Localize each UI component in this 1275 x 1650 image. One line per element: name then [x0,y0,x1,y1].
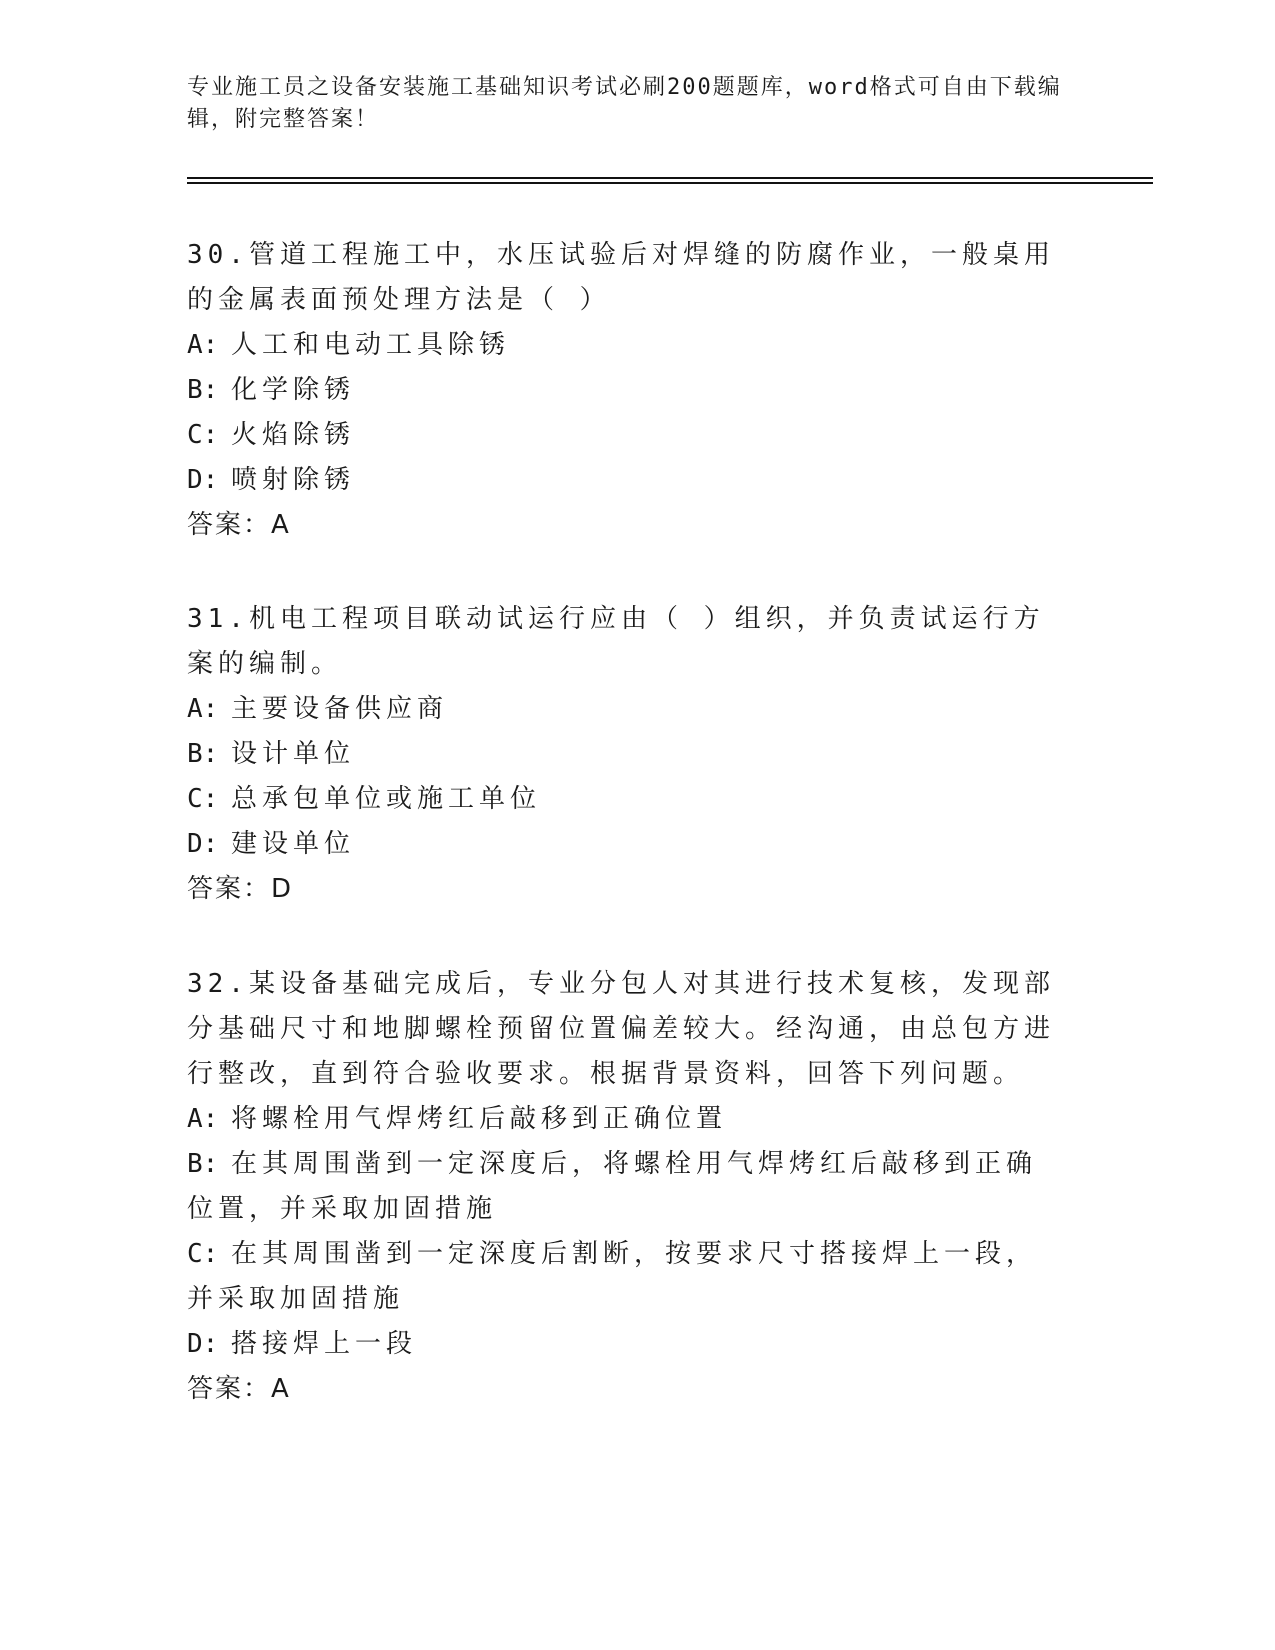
option-letter: C: [187,420,219,450]
option-text: 建设单位 [231,829,356,859]
option-text: 在其周围凿到一定深度后割断，按要求尺寸搭接焊上一段，并采取加固措施 [187,1239,1038,1314]
option-text: 在其周围凿到一定深度后，将螺栓用气焊烤红后敲移到正确位置，并采取加固措施 [187,1149,1038,1224]
question-block [187,962,1067,1412]
question-stem: 30.管道工程施工中，水压试验后对焊缝的防腐作业，一般桌用的金属表面预处理方法是（ ） [187,240,1055,315]
option-letter: B: [187,375,219,405]
option-letter: D: [187,1329,219,1359]
option-letter: D: [187,465,219,495]
option-letter: C: [187,1239,219,1269]
option-c [187,1232,1067,1322]
option-c [187,413,1067,458]
option-text: 人工和电动工具除锈 [231,330,511,360]
option-a [187,687,1067,732]
option-text: 火焰除锈 [231,420,356,450]
option-b [187,1142,1067,1232]
header-divider-top [187,177,1153,179]
option-letter: B: [187,739,219,769]
header-divider-bottom [187,182,1153,184]
option-text: 将螺栓用气焊烤红后敲移到正确位置 [231,1104,728,1134]
option-letter: D: [187,829,219,859]
option-b [187,732,1067,777]
option-a [187,1097,1067,1142]
option-letter: B: [187,1149,219,1179]
option-text: 喷射除锈 [231,465,356,495]
option-letter: A: [187,1104,219,1134]
document-header: 专业施工员之设备安装施工基础知识考试必刷200题题库，word格式可自由下载编辑，附完整答案！ [187,75,1062,132]
option-text: 总承包单位或施工单位 [231,784,542,814]
option-d [187,822,1067,867]
option-a [187,323,1067,368]
option-text: 搭接焊上一段 [231,1329,418,1359]
option-text: 设计单位 [231,739,356,769]
answer-line: 答案：A [187,510,291,540]
option-text: 化学除锈 [231,375,356,405]
question-stem: 31.机电工程项目联动试运行应由（ ）组织，并负责试运行方案的编制。 [187,604,1045,679]
option-d [187,458,1067,503]
option-text: 主要设备供应商 [231,694,449,724]
question-block [187,233,1067,548]
option-letter: A: [187,330,219,360]
option-c [187,777,1067,822]
option-b [187,368,1067,413]
answer-line: 答案：A [187,1374,291,1404]
question-stem: 32.某设备基础完成后，专业分包人对其进行技术复核，发现部分基础尺寸和地脚螺栓预留位置偏差较大。经沟通，由总包方进行整改，直到符合验收要求。根据背景资料，回答下列问题。 [187,969,1056,1089]
question-block [187,597,1067,912]
answer-line: 答案：D [187,874,294,904]
option-letter: C: [187,784,219,814]
option-d [187,1322,1067,1367]
option-letter: A: [187,694,219,724]
